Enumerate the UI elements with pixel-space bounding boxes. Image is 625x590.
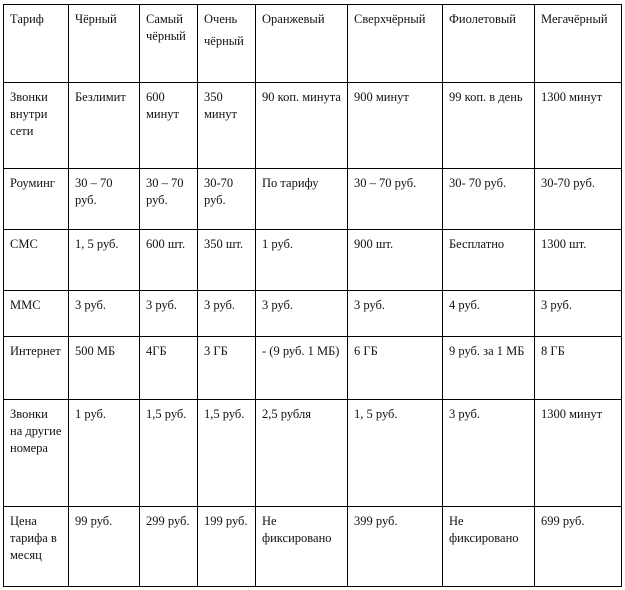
cell-value: 30 – 70 руб. xyxy=(354,176,417,190)
table-cell xyxy=(443,291,535,337)
table-cell xyxy=(256,230,348,291)
table-cell xyxy=(140,507,198,587)
cell-value: 500 МБ xyxy=(75,344,116,358)
row-label-cell xyxy=(4,400,69,507)
tariff-table xyxy=(3,4,622,587)
cell-value: 1,5 руб. xyxy=(146,407,187,421)
cell-value: 30-70 руб. xyxy=(204,176,234,207)
cell-value: 99 руб. xyxy=(75,514,113,528)
table-cell xyxy=(348,230,443,291)
header-label: Оранжевый xyxy=(262,12,325,26)
table-cell xyxy=(140,291,198,337)
table-cell xyxy=(69,507,140,587)
cell-value: 1300 минут xyxy=(541,90,603,104)
cell-value: Не фиксировано xyxy=(262,514,332,545)
table-cell xyxy=(69,230,140,291)
table-cell xyxy=(535,291,622,337)
table-cell xyxy=(535,169,622,230)
header-label: Фиолетовый xyxy=(449,12,516,26)
table-cell xyxy=(69,291,140,337)
cell-value: 3 ГБ xyxy=(204,344,228,358)
cell-value: 6 ГБ xyxy=(354,344,378,358)
row-label: Интернет xyxy=(10,344,61,358)
table-cell xyxy=(69,169,140,230)
cell-value: 1, 5 руб. xyxy=(75,237,119,251)
cell-value: 30- 70 руб. xyxy=(449,176,507,190)
table-cell xyxy=(140,337,198,400)
table-cell xyxy=(443,337,535,400)
table-cell xyxy=(443,169,535,230)
cell-value: 3 руб. xyxy=(541,298,573,312)
header-cell-very-black xyxy=(198,5,256,83)
table-cell xyxy=(69,337,140,400)
table-cell xyxy=(535,400,622,507)
cell-value: 4ГБ xyxy=(146,344,167,358)
header-label: Мегачёрный xyxy=(541,12,608,26)
table-cell xyxy=(535,507,622,587)
table-cell xyxy=(256,337,348,400)
cell-value: 9 руб. за 1 МБ xyxy=(449,344,525,358)
cell-value: 600 шт. xyxy=(146,237,186,251)
table-row xyxy=(4,169,622,230)
row-label-cell xyxy=(4,169,69,230)
cell-value: 1,5 руб. xyxy=(204,407,245,421)
row-label-cell xyxy=(4,83,69,169)
header-cell-orange xyxy=(256,5,348,83)
cell-value: 1 руб. xyxy=(262,237,294,251)
cell-value: 350 минут xyxy=(204,90,238,121)
table-cell xyxy=(140,169,198,230)
header-cell-mega-black xyxy=(535,5,622,83)
table-row xyxy=(4,83,622,169)
row-label-cell xyxy=(4,230,69,291)
cell-value: 3 руб. xyxy=(449,407,481,421)
cell-value: 399 руб. xyxy=(354,514,398,528)
cell-value: 8 ГБ xyxy=(541,344,565,358)
cell-value: 699 руб. xyxy=(541,514,585,528)
cell-value: 90 коп. минута xyxy=(262,90,341,104)
cell-value: 3 руб. xyxy=(262,298,294,312)
table-cell xyxy=(256,507,348,587)
cell-value: 99 коп. в день xyxy=(449,90,523,104)
table-row xyxy=(4,230,622,291)
table-cell xyxy=(535,337,622,400)
cell-value: 900 минут xyxy=(354,90,409,104)
table-cell xyxy=(535,230,622,291)
row-label: Звонки на другие номера xyxy=(10,407,62,455)
cell-value: 350 шт. xyxy=(204,237,244,251)
tariff-table-body xyxy=(4,5,622,587)
row-label: Роуминг xyxy=(10,176,55,190)
table-cell xyxy=(535,83,622,169)
header-label: Чёрный xyxy=(75,12,117,26)
table-cell xyxy=(256,83,348,169)
header-cell-black xyxy=(69,5,140,83)
header-label: Сверхчёрный xyxy=(354,12,426,26)
cell-value: 30 – 70 руб. xyxy=(146,176,184,207)
table-cell xyxy=(198,291,256,337)
table-cell xyxy=(443,230,535,291)
table-cell xyxy=(256,291,348,337)
table-row xyxy=(4,291,622,337)
header-label: Самый чёрный xyxy=(146,12,186,43)
table-cell xyxy=(443,400,535,507)
table-cell xyxy=(348,169,443,230)
cell-value: 900 шт. xyxy=(354,237,394,251)
table-row xyxy=(4,507,622,587)
cell-value: Безлимит xyxy=(75,90,126,104)
table-header-row xyxy=(4,5,622,83)
table-cell xyxy=(198,507,256,587)
cell-value: 30-70 руб. xyxy=(541,176,595,190)
table-cell xyxy=(443,507,535,587)
header-cell-tariff xyxy=(4,5,69,83)
cell-value: 1, 5 руб. xyxy=(354,407,398,421)
table-row xyxy=(4,337,622,400)
table-cell xyxy=(140,83,198,169)
header-cell-super-black xyxy=(348,5,443,83)
table-cell xyxy=(348,400,443,507)
table-cell xyxy=(348,507,443,587)
cell-value: 600 минут xyxy=(146,90,180,121)
table-row xyxy=(4,400,622,507)
header-cell-violet xyxy=(443,5,535,83)
table-cell xyxy=(198,83,256,169)
cell-value: 1300 шт. xyxy=(541,237,587,251)
table-cell xyxy=(69,83,140,169)
row-label: ММС xyxy=(10,298,41,312)
table-cell xyxy=(443,83,535,169)
table-cell xyxy=(198,337,256,400)
header-cell-blackest xyxy=(140,5,198,83)
table-cell xyxy=(256,400,348,507)
table-cell xyxy=(198,230,256,291)
cell-value: 3 руб. xyxy=(204,298,236,312)
cell-value: По тарифу xyxy=(262,176,319,190)
cell-value: 3 руб. xyxy=(354,298,386,312)
table-cell xyxy=(198,400,256,507)
table-cell xyxy=(140,400,198,507)
row-label-cell xyxy=(4,507,69,587)
cell-value: 299 руб. xyxy=(146,514,190,528)
cell-value: 30 – 70 руб. xyxy=(75,176,113,207)
table-cell xyxy=(348,337,443,400)
cell-value: 1 руб. xyxy=(75,407,107,421)
cell-value: Не фиксировано xyxy=(449,514,519,545)
header-label: Тариф xyxy=(10,12,44,26)
table-cell xyxy=(348,291,443,337)
table-cell xyxy=(198,169,256,230)
cell-value: 199 руб. xyxy=(204,514,248,528)
cell-value: 2,5 рубля xyxy=(262,407,311,421)
row-label-cell xyxy=(4,291,69,337)
table-cell xyxy=(140,230,198,291)
row-label: Цена тарифа в месяц xyxy=(10,514,57,562)
cell-value: 1300 минут xyxy=(541,407,603,421)
cell-value: 3 руб. xyxy=(75,298,107,312)
cell-value: 3 руб. xyxy=(146,298,178,312)
row-label: Звонки внутри сети xyxy=(10,90,48,138)
cell-value: Бесплатно xyxy=(449,237,505,251)
table-cell xyxy=(256,169,348,230)
cell-value: 4 руб. xyxy=(449,298,481,312)
table-cell xyxy=(348,83,443,169)
table-cell xyxy=(69,400,140,507)
cell-value: - (9 руб. 1 МБ) xyxy=(262,344,340,358)
row-label-cell xyxy=(4,337,69,400)
row-label: СМС xyxy=(10,237,38,251)
header-label: Очень чёрный xyxy=(204,12,244,48)
